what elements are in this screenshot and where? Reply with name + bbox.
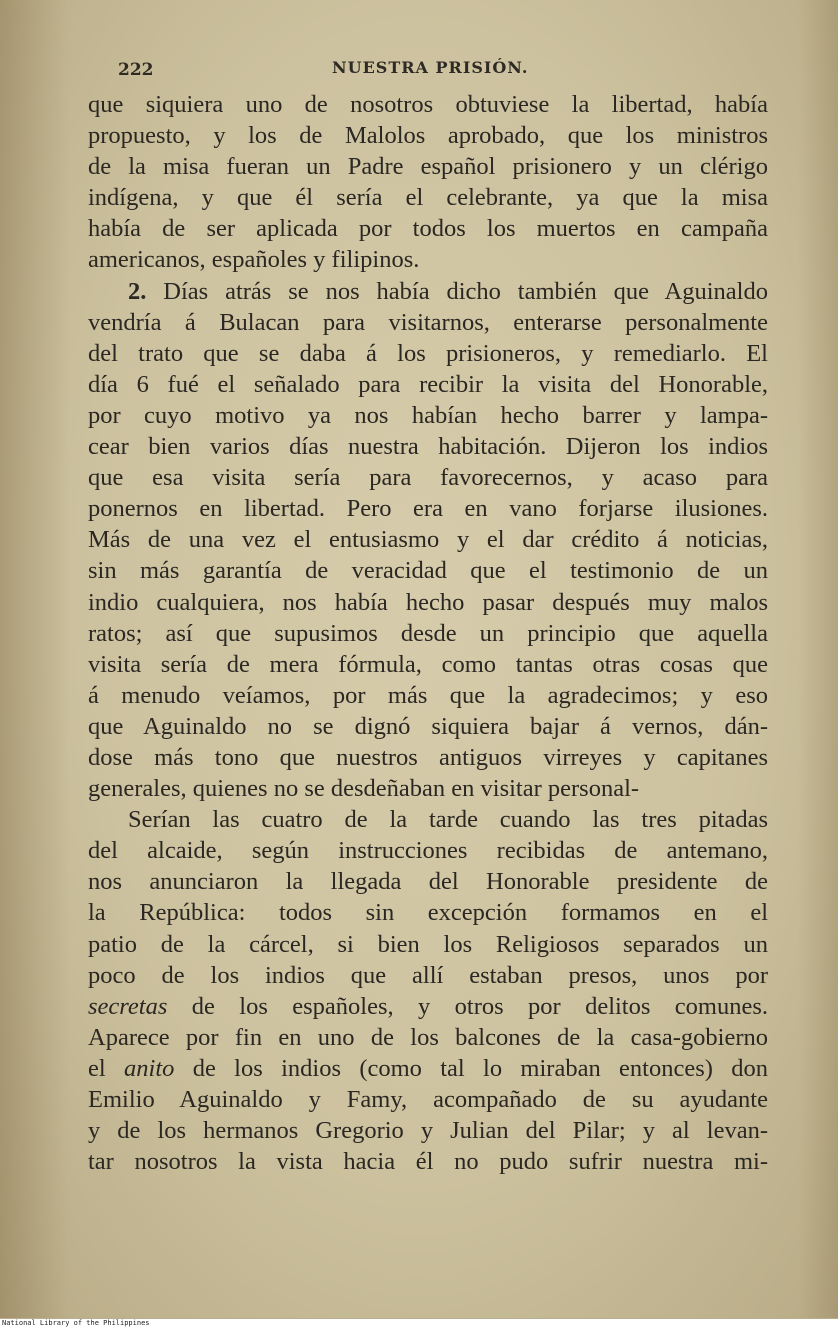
text-line: la República: todos sin excepción formamos en el [88,899,768,927]
text-line: ponernos en libertad. Pero era en vano forjarse ilusiones. [88,495,768,523]
page-header [118,58,768,84]
page-number: 222 [118,60,154,80]
text-line: que esa visita sería para favorecernos, y acaso para [88,464,768,492]
body-text [88,89,768,1177]
text-line: visita sería de mera fórmula, como tantas otras cosas que [88,650,768,678]
text-line: vendría á Bulacan para visitarnos, enterarse personalmente [88,308,768,336]
text-line: cear bien varios días nuestra habitación. Dijeron los indios [88,433,768,461]
text-line: Emilio Aguinaldo y Famy, acompañado de su ayudante [88,1086,768,1113]
paragraph-3-first-line: Serían las cuatro de la tarde cuando las tres pitadas [128,806,768,834]
text-line-anito [88,1053,768,1084]
text-line: patio de la cárcel, si bien los Religiosos separados un [88,930,768,958]
scan-credit: National Library of the Philippines [0,1319,838,1328]
text-line-secretas [88,991,768,1022]
text-line: indígena, y que él sería el celebrante, ya que la misa [88,184,768,212]
text-line: poco de los indios que allí estaban presos, unos por [88,961,768,989]
text-line: tar nosotros la vista hacia él no pudo sufrir nuestra mi- [88,1148,768,1176]
text-line: indio cualquiera, nos había hecho pasar después muy malos [88,588,768,616]
text-line: dose más tono que nuestros antiguos virreyes y capitanes [88,743,768,771]
text-line: sin más garantía de veracidad que el testimonio de un [88,557,768,585]
text-line: Más de una vez el entusiasmo y el dar crédito á noticias, [88,526,768,554]
text-line: del alcaide, según instrucciones recibidas de antemano, [88,837,768,865]
italic-word: secretas [88,992,168,1020]
text-fragment: de los indios (como tal lo miraban entonces) don [174,1054,768,1082]
running-title: NUESTRA PRISIÓN. [332,58,529,77]
text-line: del trato que se daba á los prisioneros, y remediarlo. El [88,339,768,367]
text-line: día 6 fué el señalado para recibir la visita del Honorable, [88,370,768,398]
text-fragment: Días atrás se nos había dicho también que Aguinaldo [163,277,768,305]
text-line: por cuyo motivo ya nos habían hecho barrer y lampa- [88,401,768,429]
text-line: á menudo veíamos, por más que la agradecimos; y eso [88,681,768,709]
text-fragment: el [88,1054,125,1082]
text-line: Aparece por fin en uno de los balcones de la casa-gobierno [88,1023,768,1051]
text-line: y de los hermanos Gregorio y Julian del Pilar; y al levan- [88,1117,768,1145]
paragraph-2-first-line [88,276,768,307]
text-line: generales, quienes no se desdeñaban en visitar personal- [88,775,640,803]
text-line: había de ser aplicada por todos los muertos en campaña [88,215,768,243]
text-line: que siquiera uno de nosotros obtuviese la libertad, había [88,91,768,118]
paragraph-number: 2. [128,277,147,305]
text-line: que Aguinaldo no se dignó siquiera bajar á vernos, dán- [88,712,768,740]
text-fragment: de los españoles, y otros por delitos comunes. [167,992,768,1020]
text-line: ratos; así que supusimos desde un principio que aquella [88,619,768,647]
text-line: nos anunciaron la llegada del Honorable presidente de [88,868,768,896]
text-line: americanos, españoles y filipinos. [88,246,420,274]
italic-word: anito [124,1054,175,1082]
text-line: de la misa fueran un Padre español prisionero y un clérigo [88,153,768,181]
text-line: propuesto, y los de Malolos aprobado, que los ministros [88,122,768,150]
